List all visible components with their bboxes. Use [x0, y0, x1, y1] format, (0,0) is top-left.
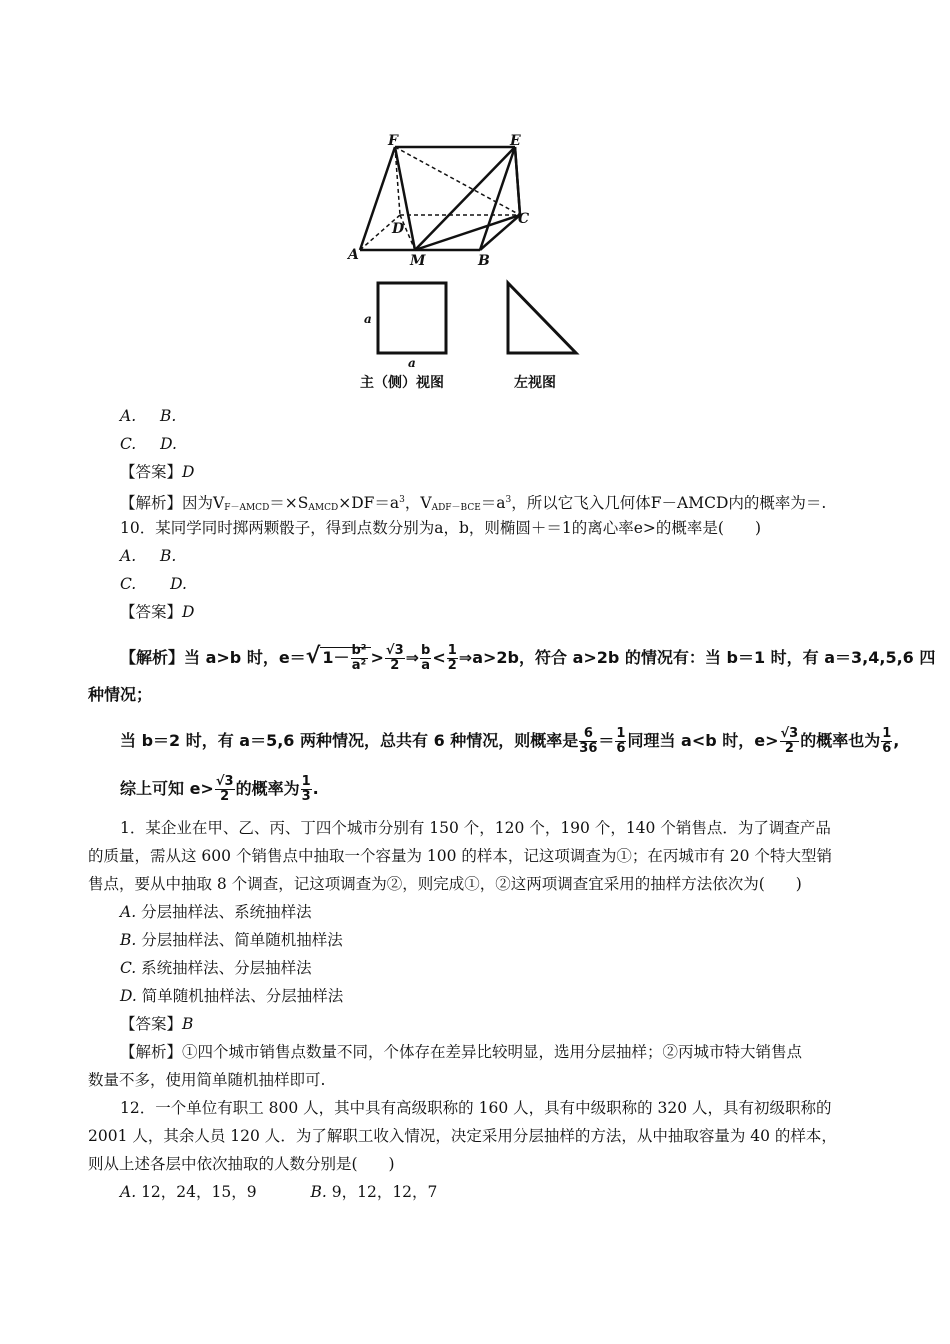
fraction-numerator: 1 [447, 643, 457, 658]
q12-stem-line1: 12．一个单位有职工 800 人，其中具有高级职称的 160 人，具有中级职称的 320 人，具有初级职称的 [120, 1099, 832, 1117]
answer-label: 【答案】 [120, 1015, 183, 1033]
analysis-text: . [312, 779, 319, 798]
fraction-denominator: 36 [579, 741, 598, 756]
analysis-text: ＝ [598, 731, 615, 750]
option-text: 简单随机抽样法、分层抽样法 [141, 987, 344, 1005]
option-text: 系统抽样法、分层抽样法 [141, 959, 312, 977]
sqrt-sign: √ [305, 644, 321, 669]
q10-option-row-cd [120, 574, 187, 594]
analysis-text: ＝×S [269, 494, 309, 512]
q12-stem-line2: 2001 人，其余人员 120 人．为了解职工收入情况，决定采用分层抽样的方法，从中抽取容量为 40 的样本， [88, 1127, 837, 1145]
fraction-denominator: 6 [882, 741, 892, 756]
q9-option-a: A. [120, 407, 137, 425]
option-text: 12，24，15，9 [141, 1183, 257, 1201]
fraction-denominator: 2 [390, 658, 400, 673]
q1-analysis-line1 [120, 1042, 802, 1062]
geometry-figure [330, 125, 610, 400]
analysis-text: 当 b＝2 时，有 a＝5,6 两种情况，总共有 6 种情况，则概率是 [120, 731, 579, 750]
q10-option-a: A. [120, 547, 137, 565]
answer-label: 【答案】 [120, 463, 183, 481]
q1-option-a [120, 902, 312, 922]
front-view-bottom-label: a [408, 356, 416, 370]
fraction-denominator: 3 [301, 789, 311, 804]
q9-analysis [120, 490, 826, 518]
q9-option-b: B. [160, 407, 177, 425]
superscript: 3 [399, 495, 405, 505]
analysis-text: 1－ [322, 648, 350, 667]
fraction-denominator: 2 [220, 789, 230, 804]
left-view-caption: 左视图 [514, 375, 556, 391]
superscript: 3 [505, 495, 512, 505]
vertex-label-D: D [392, 221, 405, 237]
analysis-label: 【解析】 [120, 648, 185, 667]
answer-value: D [182, 603, 195, 621]
analysis-text: ×DF＝a [338, 494, 400, 512]
q10-analysis-line4 [120, 772, 319, 806]
analysis-text: 的概率为 [235, 779, 300, 798]
analysis-text: 综上可知 e> [120, 779, 214, 798]
q10-stem: 10．某同学同时掷两颗骰子，得到点数分别为a，b，则椭圆＋＝1的离心率e>的概率是( ) [120, 519, 762, 537]
fraction-numerator: √3 [780, 726, 799, 741]
q9-option-row-cd [120, 434, 177, 454]
vertex-label-M: M [410, 253, 426, 269]
analysis-text: ，V [404, 494, 432, 512]
analysis-text: 的概率也为 [800, 731, 881, 750]
q1-stem-line3: 售点，要从中抽取 8 个调查，记这项调查为②，则完成①，②这两项调查宜采用的抽样方法依次为( ) [88, 875, 802, 893]
subscript: AMCD [308, 503, 339, 513]
option-letter: A. [120, 903, 137, 921]
analysis-text: ⇒ [405, 648, 420, 667]
vertex-label-A: A [348, 247, 359, 263]
q10-option-row-ab [120, 546, 176, 566]
q9-option-c: C. [120, 435, 137, 453]
fraction-denominator: 2 [447, 658, 457, 673]
fraction-numerator: √3 [385, 643, 404, 658]
q9-answer [120, 462, 194, 482]
analysis-text: 当 a>b 时，e＝ [184, 648, 306, 667]
q10-option-c: C. [120, 575, 137, 593]
option-text: 分层抽样法、简单随机抽样法 [141, 931, 343, 949]
q9-option-d: D. [160, 435, 177, 453]
fraction-numerator: 1 [301, 774, 311, 789]
analysis-text: 同理当 a<b 时，e> [627, 731, 779, 750]
analysis-text: , [893, 731, 900, 750]
option-letter: B. [120, 931, 137, 949]
vertex-label-C: C [518, 211, 530, 227]
subscript: F－AMCD [224, 503, 270, 513]
q10-analysis-line2: 种情况； [88, 685, 153, 704]
q1-option-d [120, 986, 343, 1006]
analysis-text: 因为V [182, 494, 225, 512]
analysis-text: < [432, 648, 446, 667]
q10-answer [120, 602, 194, 622]
fraction-numerator: 1 [616, 726, 626, 741]
q1-stem-line1: 1．某企业在甲、乙、丙、丁四个城市分别有 150 个，120 个，190 个，140 个销售点．为了调查产品 [120, 819, 831, 837]
answer-label: 【答案】 [120, 603, 183, 621]
analysis-label: 【解析】 [120, 1043, 183, 1061]
analysis-text: > [370, 648, 384, 667]
q12-stem-line3: 则从上述各层中依次抽取的人数分别是( ) [88, 1155, 395, 1173]
front-view-side-label: a [364, 312, 372, 326]
q1-option-c [120, 958, 312, 978]
analysis-text: ⇒a>2b，符合 a>2b 的情况有：当 b＝1 时，有 a＝3,4,5,6 四 [458, 648, 936, 667]
fraction-numerator: 1 [882, 726, 892, 741]
q10-option-b: B. [160, 547, 177, 565]
option-letter: D. [120, 987, 137, 1005]
fraction-numerator: b [421, 643, 431, 658]
q1-answer [120, 1014, 193, 1034]
fraction-denominator: 2 [784, 741, 794, 756]
q10-analysis-line3 [120, 724, 899, 758]
q9-option-row-ab [120, 406, 176, 426]
fraction-numerator: √3 [215, 774, 234, 789]
option-letter: A. [120, 1183, 137, 1201]
option-text: 9，12，12，7 [331, 1183, 438, 1201]
fraction-denominator: 6 [616, 741, 626, 756]
q12-option-row-ab [120, 1182, 437, 1202]
fraction-denominator: a² [351, 658, 367, 673]
analysis-text: ①四个城市销售点数量不同，个体存在差异比较明显，选用分层抽样；②丙城市特大销售点 [182, 1043, 803, 1061]
front-view-caption: 主（侧）视图 [360, 375, 444, 391]
answer-value: D [182, 463, 195, 481]
vertex-label-B: B [478, 253, 490, 269]
q1-analysis-line2: 数量不多，使用简单随机抽样即可. [88, 1071, 326, 1089]
q10-analysis-line1 [120, 640, 935, 675]
vertex-label-E: E [510, 133, 521, 149]
q1-stem-line2: 的质量，需从这 600 个销售点中抽取一个容量为 100 的样本，记这项调查为①；在丙城市有 20 个特大型销 [88, 847, 832, 865]
option-text: 分层抽样法、系统抽样法 [141, 903, 312, 921]
option-letter: B. [310, 1183, 327, 1201]
answer-value: B [182, 1015, 194, 1033]
analysis-text: ＝a [480, 494, 506, 512]
analysis-text: ，所以它飞入几何体F－AMCD内的概率为＝. [511, 494, 827, 512]
vertex-label-F: F [388, 133, 398, 149]
analysis-label: 【解析】 [120, 494, 183, 512]
q1-option-b [120, 930, 343, 950]
option-letter: C. [120, 959, 137, 977]
fraction-numerator: b² [351, 643, 367, 658]
fraction-denominator: a [421, 658, 431, 673]
fraction-numerator: 6 [579, 727, 597, 742]
q10-option-d: D. [170, 575, 187, 593]
subscript: ADF－BCE [431, 503, 481, 513]
